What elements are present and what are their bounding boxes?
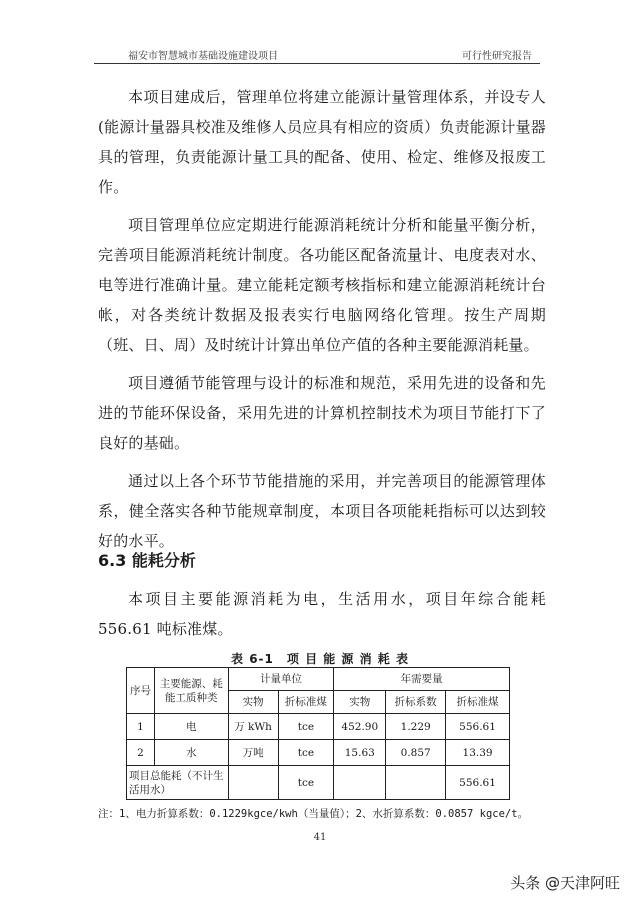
header-demand-group: 年需要量 bbox=[334, 668, 510, 691]
page-header bbox=[94, 44, 540, 64]
watermark: 头条 @天津阿旺 bbox=[510, 874, 620, 892]
header-coal2: 折标准煤 bbox=[446, 691, 510, 714]
page-number: 41 bbox=[313, 832, 327, 843]
row-coal-unit: tce bbox=[278, 714, 334, 740]
table-note: 注：1、电力折算系数：0.1229kgce/kwh（当量值）；2、水折算系数：0.0857 kgce/t。 bbox=[98, 808, 529, 820]
row-seq: 2 bbox=[127, 740, 155, 766]
section-title: 6.3 能耗分析 bbox=[98, 551, 196, 570]
total-coal-unit: tce bbox=[278, 766, 334, 800]
header-physical: 实物 bbox=[228, 691, 278, 714]
header-unit-group: 计量单位 bbox=[228, 668, 334, 691]
section-intro: 本项目主要能源消耗为电，生活用水，项目年综合能耗 556.61 吨标准煤。 bbox=[98, 590, 546, 638]
table-total-row bbox=[127, 766, 510, 800]
row-type: 水 bbox=[154, 740, 228, 766]
row-qty: 15.63 bbox=[334, 740, 386, 766]
total-qty bbox=[334, 766, 386, 800]
row-qty: 452.90 bbox=[334, 714, 386, 740]
header-factor: 折标系数 bbox=[386, 691, 446, 714]
header-project-name: 福安市智慧城市基础设施建设项目 bbox=[128, 51, 278, 62]
header-report-type: 可行性研究报告 bbox=[462, 51, 532, 62]
row-unit: 万 kWh bbox=[228, 714, 278, 740]
header-coal: 折标准煤 bbox=[278, 691, 334, 714]
row-coal: 556.61 bbox=[446, 714, 510, 740]
total-coal: 556.61 bbox=[446, 766, 510, 800]
section-intro-block bbox=[98, 584, 546, 652]
row-seq: 1 bbox=[127, 714, 155, 740]
table-header-row bbox=[127, 668, 510, 691]
header-seq: 序号 bbox=[127, 668, 155, 714]
total-label: 项目总能耗（不计生活用水） bbox=[127, 766, 229, 800]
total-unit bbox=[228, 766, 278, 800]
row-coal-unit: tce bbox=[278, 740, 334, 766]
body-paragraphs bbox=[98, 82, 546, 564]
table-row bbox=[127, 740, 510, 766]
paragraph-3: 项目遵循节能管理与设计的标准和规范，采用先进的设备和先进的节能环保设备，采用先进的计算机控制技术为项目节能打下了良好的基础。 bbox=[98, 374, 546, 452]
header-type: 主要能源、耗能工质种类 bbox=[154, 668, 228, 714]
row-factor: 1.229 bbox=[386, 714, 446, 740]
row-coal: 13.39 bbox=[446, 740, 510, 766]
row-unit: 万吨 bbox=[228, 740, 278, 766]
row-factor: 0.857 bbox=[386, 740, 446, 766]
header-qty: 实物 bbox=[334, 691, 386, 714]
table-row bbox=[127, 714, 510, 740]
paragraph-2: 项目管理单位应定期进行能源消耗统计分析和能量平衡分析，完善项目能源消耗统计制度。各功能区配备流量计、电度表对水、电等进行准确计量。建立能耗定额考核指标和建立能源消耗统计台帐，对各类统计数据及报表实行电脑网络化管理。按生产周期（班、日、周）及时统计计算出单位产值的各种主要能源消耗量。 bbox=[98, 216, 546, 354]
paragraph-1: 本项目建成后，管理单位将建立能源计量管理体系，并设专人(能源计量器具校准及维修人员应具有相应的资质）负责能源计量器具的管理，负责能源计量工具的配备、使用、检定、维修及报废工作。 bbox=[98, 88, 546, 196]
total-factor bbox=[386, 766, 446, 800]
paragraph-4: 通过以上各个环节节能措施的采用，并完善项目的能源管理体系，健全落实各种节能规章制度，本项目各项能耗指标可以达到较好的水平。 bbox=[98, 472, 546, 550]
table-caption: 表 6-1 项 目 能 源 消 耗 表 bbox=[231, 652, 409, 666]
energy-consumption-table bbox=[126, 667, 510, 800]
row-type: 电 bbox=[154, 714, 228, 740]
